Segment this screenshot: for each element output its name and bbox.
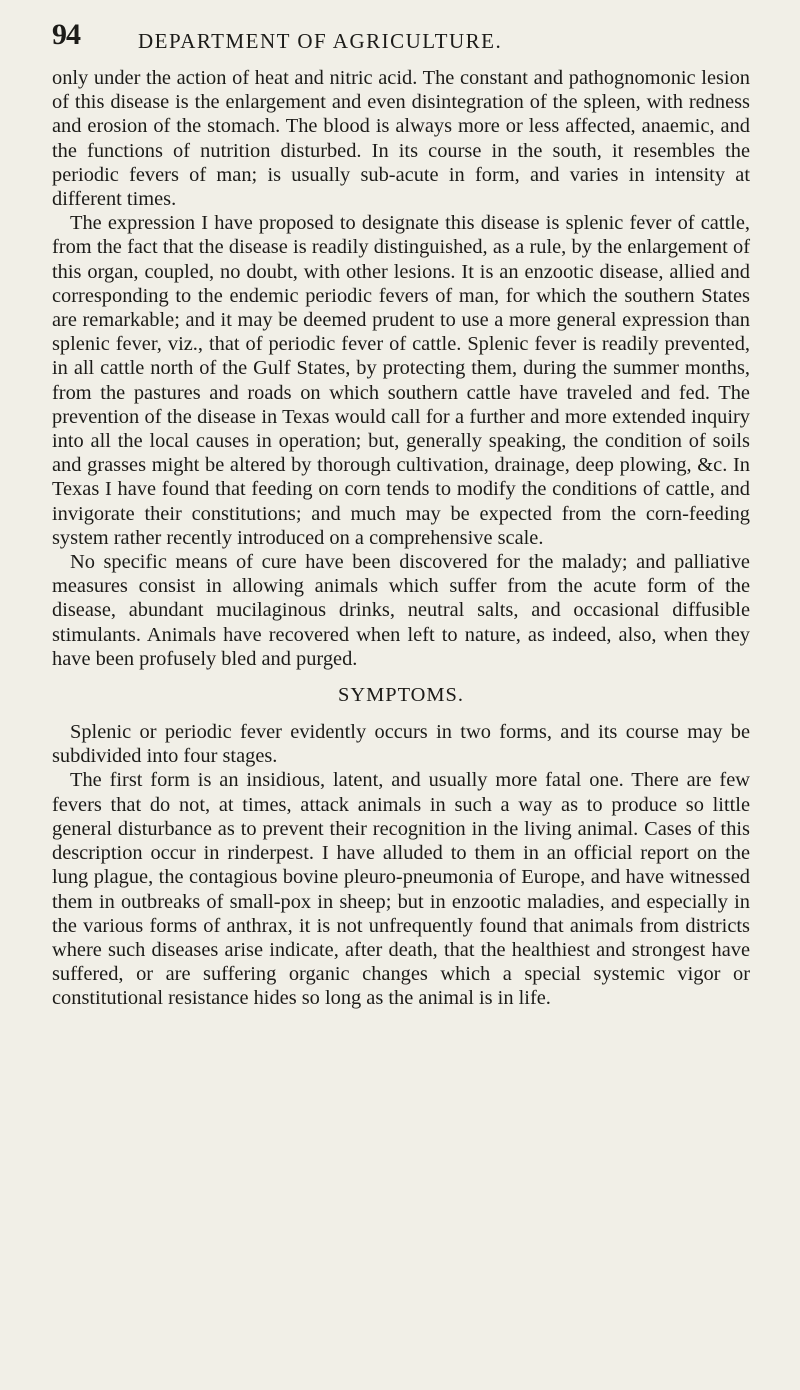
section-heading: SYMPTOMS. [338,684,464,707]
page-header [52,18,752,58]
paragraph: The first form is an insidious, latent, and usually more fatal one. There are few fevers that do not, at times, attack animals in such a way as to produce so little general disturbance as to prevent their recognition in the living animal. Cases of this description occur in rinderpest. I have alluded to them in an official report on the lung plague, the contagious bovine pleuro-pneumonia of Europe, and have witnessed them in outbreaks of small-pox in sheep; but in enzootic maladies, and especially in the various forms of anthrax, it is not unfrequently found that animals from districts where such diseases arise indicate, after death, that the healthiest and strongest have suffered, or are suffering organic changes which a special systemic vigor or constitutional resistance hides so long as the animal is in life. [52,769,750,1010]
paragraph: only under the action of heat and nitric acid. The constant and pathognomonic lesion of this disease is the enlargement and even disintegration of the spleen, with redness and erosion of the stomach. The blood is always more or less affected, anaemic, and the functions of nutrition disturbed. In its course in the south, it resembles the periodic fevers of man; is usually sub-acute in form, and varies in intensity at different times. [52,67,750,211]
running-head: DEPARTMENT OF AGRICULTURE. [138,29,503,53]
paragraph: No specific means of cure have been discovered for the malady; and palliative measures consist in allowing animals which suffer from the acute form of the disease, abundant mucilaginous drinks, neutral salts, and occasional diffusible stimulants. Animals have recovered when left to nature, as indeed, also, when they have been profusely bled and purged. [52,551,750,670]
paragraph: Splenic or periodic fever evidently occurs in two forms, and its course may be subdivided into four stages. [52,721,750,768]
paragraph: The expression I have proposed to designate this disease is splenic fever of cattle, from the fact that the disease is readily distinguished, as a rule, by the enlargement of this organ, coupled, no doubt, with other lesions. It is an enzootic disease, allied and corresponding to the endemic periodic fevers of man, for which the southern States are remarkable; and it may be deemed prudent to use a more general expression than splenic fever, viz., that of periodic fever of cattle. Splenic fever is readily prevented, in all cattle north of the Gulf States, by protecting them, during the summer months, from the pastures and roads on which southern cattle have traveled and fed. The prevention of the disease in Texas would call for a further and more extended inquiry into all the local causes in operation; but, generally speaking, the condition of soils and grasses might be altered by thorough cultivation, drainage, deep plowing, &c. In Texas I have found that feeding on corn tends to modify the conditions of cattle, and invigorate their constitutions; and much may be expected from the corn-feeding system rather recently introduced on a comprehensive scale. [52,212,750,549]
page-number: 94 [52,18,80,51]
body-text [52,66,750,1011]
